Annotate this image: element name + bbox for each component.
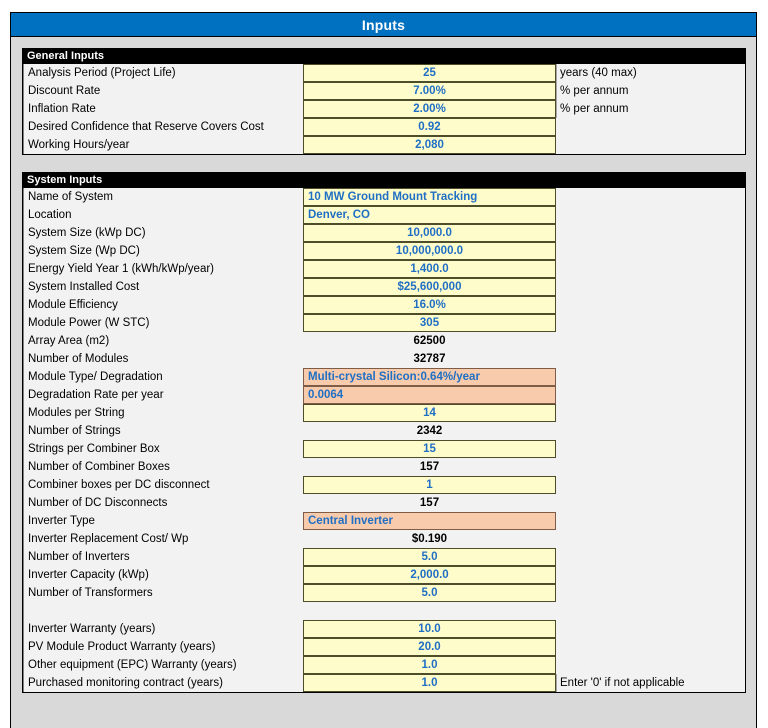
input-row [23,476,745,494]
input-cell[interactable]: 10 MW Ground Mount Tracking [303,188,556,206]
input-cell[interactable]: 2,080 [303,136,556,154]
dropdown-cell[interactable]: Central Inverter [303,512,556,530]
calculated-cell: 157 [419,497,440,509]
section-block [22,48,746,155]
input-cell[interactable]: 10.0 [303,620,556,638]
units-label [556,638,745,656]
input-cell[interactable]: 5.0 [303,584,556,602]
input-row [23,332,745,350]
units-label [556,314,745,332]
units-label: Enter '0' if not applicable [556,674,745,692]
empty-cell [303,602,556,620]
units-label [556,332,745,350]
top-spacer [22,37,746,48]
input-cell[interactable]: 20.0 [303,638,556,656]
units-label [556,602,745,620]
units-label [556,118,745,136]
section-block [22,172,746,693]
input-cell[interactable]: 1,400.0 [303,260,556,278]
units-label [556,242,745,260]
units-label [556,440,745,458]
input-row [23,440,745,458]
input-row [23,242,745,260]
dropdown-cell[interactable]: Multi-crystal Silicon:0.64%/year [303,368,556,386]
units-label [556,422,745,440]
row-label: Module Efficiency [23,296,303,314]
row-label: Location [23,206,303,224]
row-label: Strings per Combiner Box [23,440,303,458]
input-cell[interactable]: 1 [303,476,556,494]
input-cell[interactable]: 1.0 [303,674,556,692]
dropdown-cell[interactable]: 0.0064 [303,386,556,404]
input-cell[interactable]: $25,600,000 [303,278,556,296]
page-title-banner [10,12,757,37]
input-row [23,64,745,82]
input-cell[interactable]: 5.0 [303,548,556,566]
row-label: System Size (Wp DC) [23,242,303,260]
input-row [23,386,745,404]
input-row [23,314,745,332]
row-label: System Installed Cost [23,278,303,296]
input-cell[interactable]: 10,000.0 [303,224,556,242]
input-cell[interactable]: 1.0 [303,656,556,674]
calculated-cell: 2342 [416,425,443,437]
input-row [23,458,745,476]
units-label: % per annum [556,100,745,118]
units-label [556,494,745,512]
row-label: Energy Yield Year 1 (kWh/kWp/year) [23,260,303,278]
input-row [23,136,745,154]
input-row [23,278,745,296]
input-row [23,512,745,530]
units-label [556,458,745,476]
row-label: Combiner boxes per DC disconnect [23,476,303,494]
row-label: Module Type/ Degradation [23,368,303,386]
row-label: Module Power (W STC) [23,314,303,332]
sections-container [22,48,746,693]
section-header: System Inputs [23,173,745,188]
input-cell[interactable]: 0.92 [303,118,556,136]
calculated-cell: 62500 [413,335,446,347]
input-cell[interactable]: 7.00% [303,82,556,100]
row-label: Number of Inverters [23,548,303,566]
units-label [556,296,745,314]
input-row [23,566,745,584]
row-label: Number of Strings [23,422,303,440]
units-label: % per annum [556,82,745,100]
spacer-row [23,602,745,620]
row-label: Number of Combiner Boxes [23,458,303,476]
units-label [556,136,745,154]
input-cell[interactable]: 2,000.0 [303,566,556,584]
units-label [556,584,745,602]
input-cell[interactable]: Denver, CO [303,206,556,224]
row-label: Inverter Warranty (years) [23,620,303,638]
units-label: years (40 max) [556,64,745,82]
units-label [556,206,745,224]
input-row [23,422,745,440]
input-row [23,368,745,386]
units-label [556,656,745,674]
row-label: Inflation Rate [23,100,303,118]
input-row [23,296,745,314]
row-label: Number of Modules [23,350,303,368]
input-row [23,494,745,512]
units-label [556,386,745,404]
input-cell[interactable]: 16.0% [303,296,556,314]
input-cell[interactable]: 14 [303,404,556,422]
input-cell[interactable]: 2.00% [303,100,556,118]
input-cell[interactable]: 10,000,000.0 [303,242,556,260]
row-label: Number of Transformers [23,584,303,602]
row-label: Inverter Type [23,512,303,530]
input-row [23,100,745,118]
calculated-cell: 32787 [413,353,446,365]
input-row [23,206,745,224]
row-label: Degradation Rate per year [23,386,303,404]
input-row [23,674,745,692]
units-label [556,368,745,386]
units-label [556,188,745,206]
input-row [23,530,745,548]
input-cell[interactable]: 25 [303,64,556,82]
row-label: Modules per String [23,404,303,422]
page-title: Inputs [361,16,406,33]
units-label [556,512,745,530]
input-cell[interactable]: 15 [303,440,556,458]
row-label: Desired Confidence that Reserve Covers Cost [23,118,303,136]
section-gap [22,155,746,172]
row-label: Number of DC Disconnects [23,494,303,512]
units-label [556,566,745,584]
input-row [23,188,745,206]
units-label [556,404,745,422]
units-label [556,620,745,638]
section-header: General Inputs [23,49,745,64]
input-row [23,620,745,638]
row-label: System Size (kWp DC) [23,224,303,242]
input-row [23,404,745,422]
units-label [556,350,745,368]
units-label [556,260,745,278]
input-row [23,82,745,100]
input-row [23,548,745,566]
calculated-cell: $0.190 [411,533,448,545]
input-cell[interactable]: 305 [303,314,556,332]
input-row [23,638,745,656]
input-row [23,584,745,602]
row-label: Discount Rate [23,82,303,100]
row-label [23,602,303,620]
input-row [23,350,745,368]
row-label: Inverter Capacity (kWp) [23,566,303,584]
row-label: Analysis Period (Project Life) [23,64,303,82]
row-label: PV Module Product Warranty (years) [23,638,303,656]
units-label [556,278,745,296]
row-label: Working Hours/year [23,136,303,154]
row-label: Array Area (m2) [23,332,303,350]
input-row [23,224,745,242]
input-row [23,656,745,674]
input-row [23,260,745,278]
row-label: Inverter Replacement Cost/ Wp [23,530,303,548]
row-label: Name of System [23,188,303,206]
row-label: Purchased monitoring contract (years) [23,674,303,692]
input-row [23,118,745,136]
units-label [556,476,745,494]
units-label [556,548,745,566]
calculated-cell: 157 [419,461,440,473]
units-label [556,530,745,548]
row-label: Other equipment (EPC) Warranty (years) [23,656,303,674]
sheet-body [10,37,757,728]
units-label [556,224,745,242]
